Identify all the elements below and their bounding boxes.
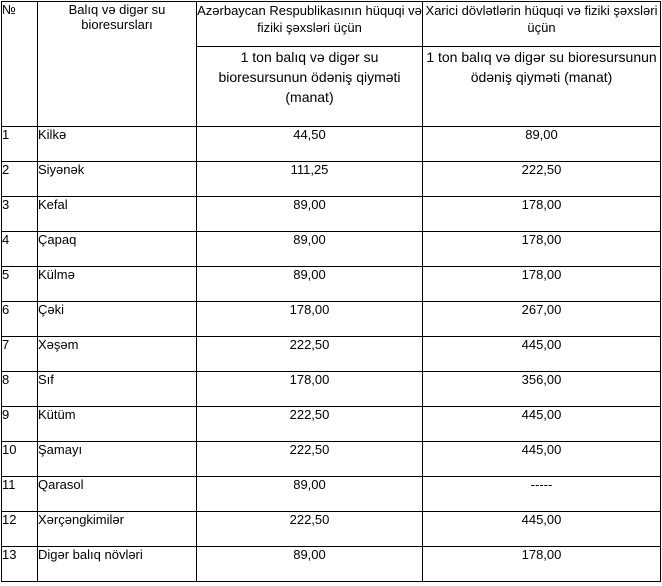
foreign-price: 178,00 (423, 232, 661, 267)
table-row (2, 267, 661, 302)
local-price: 89,00 (197, 267, 423, 302)
resource-name: Kütüm (38, 407, 197, 442)
row-number: 6 (2, 302, 38, 337)
resource-name: Digər balıq növləri (38, 547, 197, 582)
header-foreign-price: 1 ton balıq və digər su bioresursunun ödəniş qiyməti (manat) (423, 47, 661, 127)
foreign-price: 445,00 (423, 442, 661, 477)
table-row (2, 127, 661, 162)
local-price: 178,00 (197, 372, 423, 407)
foreign-price: 267,00 (423, 302, 661, 337)
foreign-price: 178,00 (423, 547, 661, 582)
table-row (2, 337, 661, 372)
header-resource-name: Balıq və digər su bioresursları (38, 2, 197, 127)
table-row (2, 302, 661, 337)
row-number: 4 (2, 232, 38, 267)
resource-name: Külmə (38, 267, 197, 302)
row-number: 13 (2, 547, 38, 582)
local-price: 111,25 (197, 162, 423, 197)
foreign-price: 445,00 (423, 407, 661, 442)
header-foreign-entities: Xarici dövlətlərin hüquqi və fiziki şəxsləri üçün (423, 2, 661, 47)
table-row (2, 197, 661, 232)
resource-name: Siyənək (38, 162, 197, 197)
row-number: 3 (2, 197, 38, 232)
local-price: 89,00 (197, 232, 423, 267)
local-price: 89,00 (197, 547, 423, 582)
tariff-table (1, 1, 661, 582)
table-row (2, 512, 661, 547)
row-number: 5 (2, 267, 38, 302)
local-price: 222,50 (197, 337, 423, 372)
table-row (2, 232, 661, 267)
table-header (2, 2, 661, 127)
foreign-price: ----- (423, 477, 661, 512)
local-price: 222,50 (197, 442, 423, 477)
foreign-price: 445,00 (423, 512, 661, 547)
table-body (2, 127, 661, 582)
header-local-entities: Azərbaycan Respublikasının hüquqi və fiziki şəxsləri üçün (197, 2, 423, 47)
row-number: 12 (2, 512, 38, 547)
resource-name: Şamayı (38, 442, 197, 477)
foreign-price: 178,00 (423, 197, 661, 232)
resource-name: Kefal (38, 197, 197, 232)
foreign-price: 222,50 (423, 162, 661, 197)
resource-name: Sıf (38, 372, 197, 407)
local-price: 44,50 (197, 127, 423, 162)
foreign-price: 356,00 (423, 372, 661, 407)
resource-name: Xəşəm (38, 337, 197, 372)
resource-name: Çəki (38, 302, 197, 337)
table-row (2, 442, 661, 477)
row-number: 8 (2, 372, 38, 407)
header-local-price: 1 ton balıq və digər su bioresursunun ödəniş qiyməti (manat) (197, 47, 423, 127)
resource-name: Kilkə (38, 127, 197, 162)
local-price: 89,00 (197, 477, 423, 512)
table-row (2, 372, 661, 407)
resource-name: Qarasol (38, 477, 197, 512)
row-number: 10 (2, 442, 38, 477)
resource-name: Çapaq (38, 232, 197, 267)
table-row (2, 547, 661, 582)
foreign-price: 89,00 (423, 127, 661, 162)
row-number: 11 (2, 477, 38, 512)
table-row (2, 407, 661, 442)
row-number: 2 (2, 162, 38, 197)
local-price: 89,00 (197, 197, 423, 232)
foreign-price: 445,00 (423, 337, 661, 372)
resource-name: Xərçəngkimilər (38, 512, 197, 547)
local-price: 222,50 (197, 512, 423, 547)
table-row (2, 477, 661, 512)
foreign-price: 178,00 (423, 267, 661, 302)
row-number: 1 (2, 127, 38, 162)
header-number: № (2, 2, 38, 127)
row-number: 9 (2, 407, 38, 442)
table-row (2, 162, 661, 197)
local-price: 178,00 (197, 302, 423, 337)
local-price: 222,50 (197, 407, 423, 442)
row-number: 7 (2, 337, 38, 372)
